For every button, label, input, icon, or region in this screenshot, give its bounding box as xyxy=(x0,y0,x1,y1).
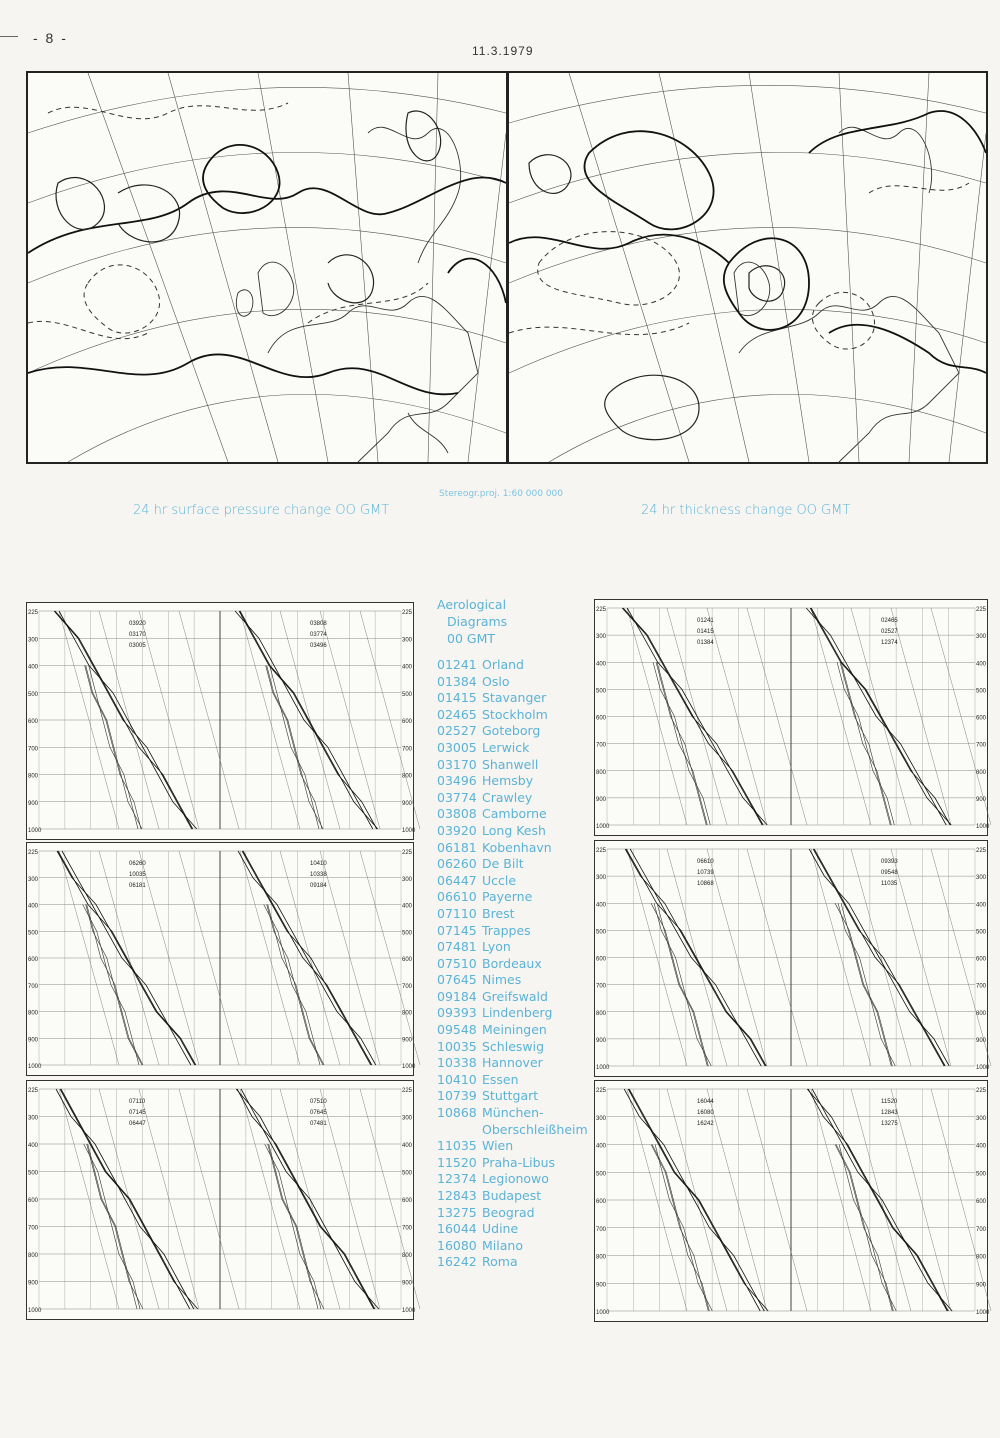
pressure-label: 900 xyxy=(596,796,607,803)
pressure-label: 1000 xyxy=(596,824,610,830)
panel-station-code: 01241 xyxy=(697,618,714,624)
station-row xyxy=(437,889,597,906)
pressure-label: 300 xyxy=(596,875,607,882)
station-list xyxy=(437,657,597,1271)
station-name: Meiningen xyxy=(482,1022,547,1038)
station-row xyxy=(437,806,597,823)
station-code: 03774 xyxy=(437,789,477,805)
pressure-label: 700 xyxy=(28,746,39,753)
pressure-label: 400 xyxy=(976,902,987,909)
station-row xyxy=(437,1022,597,1039)
station-name: Shanwell xyxy=(482,756,539,772)
panel-station-code: 16242 xyxy=(697,1121,714,1127)
aerological-panel-1 xyxy=(26,602,414,840)
station-row xyxy=(437,1105,597,1122)
pressure-label: 400 xyxy=(596,902,607,909)
pressure-label: 600 xyxy=(976,1199,987,1205)
panel-station-code: 10338 xyxy=(310,872,327,878)
station-name: München- xyxy=(482,1105,544,1121)
pressure-label: 225 xyxy=(596,848,607,854)
pressure-label: 400 xyxy=(596,1143,607,1150)
pressure-label: 300 xyxy=(976,1115,987,1122)
pressure-label: 225 xyxy=(976,848,987,854)
panel-station-code: 10868 xyxy=(697,881,714,887)
station-code: 07145 xyxy=(437,922,477,938)
station-name: Bordeaux xyxy=(482,955,542,971)
station-row xyxy=(437,1171,597,1188)
panel-station-code: 01415 xyxy=(697,629,714,635)
pressure-label: 900 xyxy=(28,800,39,807)
station-name: Milano xyxy=(482,1237,523,1253)
pressure-label: 600 xyxy=(596,1199,607,1205)
station-row xyxy=(437,757,597,774)
pressure-label: 700 xyxy=(28,1225,39,1232)
page-date: 11.3.1979 xyxy=(472,44,534,58)
pressure-label: 700 xyxy=(402,746,413,753)
pressure-label: 400 xyxy=(596,661,607,668)
station-name: Lyon xyxy=(482,939,511,955)
panel-station-code: 03170 xyxy=(129,632,146,638)
station-name: Nimes xyxy=(482,972,522,988)
pressure-label: 800 xyxy=(28,773,39,780)
pressure-label: 300 xyxy=(596,634,607,641)
pressure-label: 800 xyxy=(28,1010,39,1017)
station-code: 07481 xyxy=(437,939,477,955)
panel-station-code: 03774 xyxy=(310,632,327,638)
station-code: 06610 xyxy=(437,889,477,905)
page-margin-mark xyxy=(0,36,18,37)
pressure-label: 900 xyxy=(402,1037,413,1044)
station-row xyxy=(437,939,597,956)
panel-station-code: 13275 xyxy=(881,1121,898,1127)
pressure-label: 900 xyxy=(402,800,413,807)
pressure-label: 700 xyxy=(596,742,607,749)
station-row xyxy=(437,1122,597,1139)
pressure-label: 800 xyxy=(976,1010,987,1017)
panel-station-code: 10035 xyxy=(129,872,146,878)
pressure-label: 800 xyxy=(596,769,607,776)
pressure-label: 500 xyxy=(596,1171,607,1178)
station-name: Camborne xyxy=(482,806,547,822)
pressure-label: 600 xyxy=(28,957,39,963)
station-row xyxy=(437,956,597,973)
pressure-label: 300 xyxy=(28,637,39,644)
pressure-label: 400 xyxy=(976,661,987,668)
aerological-diagram xyxy=(595,1081,990,1321)
page-number: - 8 - xyxy=(33,30,68,46)
station-code: 11035 xyxy=(437,1138,477,1154)
pressure-label: 225 xyxy=(28,1088,39,1094)
station-row xyxy=(437,1005,597,1022)
pressure-label: 700 xyxy=(596,1226,607,1233)
station-row xyxy=(437,1072,597,1089)
aerological-panel-6 xyxy=(594,1080,988,1322)
station-name: Hemsby xyxy=(482,773,534,789)
station-code: 03005 xyxy=(437,739,477,755)
aerological-diagram xyxy=(595,841,990,1076)
pressure-label: 400 xyxy=(402,903,413,910)
station-code: 07510 xyxy=(437,955,477,971)
station-name: Wien xyxy=(482,1138,514,1154)
pressure-label: 700 xyxy=(976,742,987,749)
pressure-label: 600 xyxy=(28,1198,39,1204)
pressure-label: 225 xyxy=(976,1088,987,1094)
panel-station-code: 12843 xyxy=(881,1110,898,1116)
station-name: De Bilt xyxy=(482,856,524,872)
pressure-label: 225 xyxy=(402,1088,413,1094)
pressure-label: 500 xyxy=(402,930,413,937)
panel-station-code: 09548 xyxy=(881,870,898,876)
station-name: Long Kesh xyxy=(482,822,546,838)
pressure-label: 225 xyxy=(976,607,987,613)
aerological-panel-2 xyxy=(26,842,414,1076)
panel-station-code: 07110 xyxy=(129,1099,146,1105)
pressure-label: 225 xyxy=(28,850,39,856)
pressure-label: 1000 xyxy=(402,1064,416,1070)
station-name: Roma xyxy=(482,1254,518,1270)
station-name: Essen xyxy=(482,1071,519,1087)
station-row xyxy=(437,657,597,674)
pressure-label: 500 xyxy=(28,691,39,698)
pressure-label: 800 xyxy=(402,773,413,780)
station-code: 16080 xyxy=(437,1237,477,1253)
pressure-label: 300 xyxy=(28,876,39,883)
station-name: Trappes xyxy=(482,922,531,938)
aerological-panel-3 xyxy=(26,1080,414,1320)
station-name: Legionowo xyxy=(482,1171,549,1187)
panel-station-code: 10410 xyxy=(310,861,327,867)
pressure-label: 900 xyxy=(402,1280,413,1287)
station-code: 06260 xyxy=(437,856,477,872)
station-code: 03920 xyxy=(437,822,477,838)
panel-station-code: 06447 xyxy=(129,1121,146,1127)
pressure-label: 1000 xyxy=(976,824,990,830)
station-code: 02527 xyxy=(437,723,477,739)
pressure-label: 700 xyxy=(402,983,413,990)
pressure-label: 500 xyxy=(976,688,987,695)
legend-subtitle: Diagrams xyxy=(447,614,508,629)
pressure-label: 400 xyxy=(402,664,413,671)
station-code: 07110 xyxy=(437,905,477,921)
caption-thickness: 24 hr thickness change OO GMT xyxy=(641,503,851,518)
thickness-change-map xyxy=(507,71,988,464)
station-code: 07645 xyxy=(437,972,477,988)
pressure-label: 1000 xyxy=(402,828,416,834)
station-code: 10338 xyxy=(437,1055,477,1071)
station-code: 01384 xyxy=(437,673,477,689)
station-legend xyxy=(437,596,597,1271)
pressure-label: 1000 xyxy=(28,1308,42,1314)
station-name: Oberschleißheim xyxy=(482,1121,588,1137)
station-code: 13275 xyxy=(437,1204,477,1220)
station-row xyxy=(437,790,597,807)
pressure-label: 700 xyxy=(28,983,39,990)
pressure-label: 1000 xyxy=(596,1310,610,1316)
aerological-panel-4 xyxy=(594,599,988,836)
pressure-label: 500 xyxy=(976,1171,987,1178)
panel-station-code: 11035 xyxy=(881,881,898,887)
station-row xyxy=(437,773,597,790)
pressure-label: 600 xyxy=(28,719,39,725)
pressure-label: 1000 xyxy=(402,1308,416,1314)
station-row xyxy=(437,1039,597,1056)
pressure-label: 900 xyxy=(596,1037,607,1044)
panel-station-code: 06260 xyxy=(129,861,146,867)
station-name: Udine xyxy=(482,1221,519,1237)
station-code: 02465 xyxy=(437,706,477,722)
station-row xyxy=(437,1138,597,1155)
pressure-label: 700 xyxy=(596,983,607,990)
panel-station-code: 03920 xyxy=(129,621,146,627)
pressure-label: 600 xyxy=(402,1198,413,1204)
pressure-label: 400 xyxy=(28,664,39,671)
pressure-label: 400 xyxy=(976,1143,987,1150)
station-row xyxy=(437,1221,597,1238)
station-row xyxy=(437,1238,597,1255)
pressure-label: 500 xyxy=(596,929,607,936)
station-code: 09184 xyxy=(437,988,477,1004)
thickness-map-drawing xyxy=(509,73,986,462)
station-row xyxy=(437,972,597,989)
panel-station-code: 16044 xyxy=(697,1099,714,1105)
pressure-label: 300 xyxy=(976,875,987,882)
pressure-label: 400 xyxy=(28,1143,39,1149)
panel-station-code: 11520 xyxy=(881,1099,898,1105)
pressure-label: 300 xyxy=(596,1115,607,1122)
panel-station-code: 10739 xyxy=(697,870,714,876)
station-row xyxy=(437,723,597,740)
panel-station-code: 07645 xyxy=(310,1110,327,1116)
pressure-label: 600 xyxy=(402,719,413,725)
station-row xyxy=(437,1055,597,1072)
pressure-label: 800 xyxy=(402,1253,413,1259)
pressure-label: 400 xyxy=(28,903,39,910)
station-code: 10410 xyxy=(437,1071,477,1087)
panel-station-code: 06181 xyxy=(129,883,146,889)
station-name: Goteborg xyxy=(482,723,541,739)
pressure-label: 800 xyxy=(976,769,987,776)
station-code: 12843 xyxy=(437,1188,477,1203)
pressure-label: 500 xyxy=(402,691,413,698)
pressure-label: 900 xyxy=(596,1282,607,1289)
pressure-label: 900 xyxy=(28,1037,39,1044)
station-row xyxy=(437,989,597,1006)
aerological-diagram xyxy=(27,843,416,1075)
projection-note: Stereogr.proj. 1:60 000 000 xyxy=(439,489,564,499)
station-row xyxy=(437,823,597,840)
pressure-label: 600 xyxy=(402,957,413,963)
pressure-label: 225 xyxy=(402,850,413,856)
pressure-label: 800 xyxy=(596,1254,607,1261)
station-row xyxy=(437,840,597,857)
pressure-label: 800 xyxy=(402,1010,413,1017)
pressure-label: 900 xyxy=(976,1037,987,1044)
station-row xyxy=(437,1205,597,1222)
panel-station-code: 07481 xyxy=(310,1121,327,1127)
pressure-label: 600 xyxy=(976,715,987,722)
pressure-label: 500 xyxy=(28,1170,39,1177)
pressure-label: 600 xyxy=(596,956,607,963)
station-name: Kobenhavn xyxy=(482,839,552,855)
station-code: 10739 xyxy=(437,1088,477,1104)
station-code xyxy=(437,1122,482,1139)
station-name: Schleswig xyxy=(482,1038,545,1054)
station-code: 01241 xyxy=(437,657,477,672)
station-code: 16044 xyxy=(437,1221,477,1237)
station-name: Beograd xyxy=(482,1204,535,1220)
station-row xyxy=(437,906,597,923)
station-name: Oslo xyxy=(482,673,510,689)
panel-station-code: 02465 xyxy=(881,618,898,624)
station-name: Hannover xyxy=(482,1055,543,1071)
station-name: Stuttgart xyxy=(482,1088,539,1104)
station-name: Praha-Libus xyxy=(482,1154,556,1170)
station-name: Brest xyxy=(482,905,515,921)
station-code: 06181 xyxy=(437,839,477,855)
pressure-label: 800 xyxy=(976,1254,987,1261)
pressure-label: 600 xyxy=(596,715,607,722)
station-code: 03808 xyxy=(437,806,477,822)
station-code: 06447 xyxy=(437,872,477,888)
pressure-label: 500 xyxy=(402,1170,413,1177)
pressure-label: 500 xyxy=(28,930,39,937)
station-row xyxy=(437,856,597,873)
pressure-label: 300 xyxy=(402,637,413,644)
station-code: 09393 xyxy=(437,1005,477,1021)
panel-station-code: 03808 xyxy=(310,621,327,627)
station-code: 16242 xyxy=(437,1254,477,1270)
pressure-map-drawing xyxy=(28,73,506,462)
pressure-label: 225 xyxy=(596,607,607,613)
pressure-label: 900 xyxy=(976,1282,987,1289)
station-row xyxy=(437,707,597,724)
pressure-label: 1000 xyxy=(976,1065,990,1071)
pressure-label: 500 xyxy=(976,929,987,936)
panel-station-code: 16080 xyxy=(697,1110,714,1116)
station-name: Orland xyxy=(482,657,524,672)
station-row xyxy=(437,1254,597,1271)
pressure-label: 1000 xyxy=(976,1310,990,1316)
panel-station-code: 09184 xyxy=(310,883,327,889)
aerological-diagram xyxy=(27,1081,416,1319)
station-row xyxy=(437,1155,597,1172)
station-name: Uccle xyxy=(482,872,517,888)
legend-time: 00 GMT xyxy=(447,631,495,646)
pressure-label: 300 xyxy=(402,876,413,883)
station-code: 09548 xyxy=(437,1022,477,1038)
panel-station-code: 03496 xyxy=(310,643,327,649)
station-code: 12374 xyxy=(437,1171,477,1187)
station-name: Lerwick xyxy=(482,739,530,755)
station-row xyxy=(437,674,597,691)
station-code: 10868 xyxy=(437,1105,477,1121)
aerological-panel-5 xyxy=(594,840,988,1077)
pressure-label: 300 xyxy=(402,1115,413,1122)
station-row xyxy=(437,740,597,757)
pressure-label: 225 xyxy=(28,610,39,616)
aerological-diagram xyxy=(595,600,990,835)
station-row xyxy=(437,1088,597,1105)
station-code: 10035 xyxy=(437,1038,477,1054)
pressure-label: 700 xyxy=(976,1226,987,1233)
pressure-label: 800 xyxy=(596,1010,607,1017)
panel-station-code: 03005 xyxy=(129,643,146,649)
pressure-label: 400 xyxy=(402,1143,413,1149)
pressure-label: 700 xyxy=(976,983,987,990)
station-name: Lindenberg xyxy=(482,1005,553,1021)
station-name: Greifswald xyxy=(482,988,548,1004)
panel-station-code: 09393 xyxy=(881,859,898,865)
pressure-label: 1000 xyxy=(596,1065,610,1071)
pressure-label: 1000 xyxy=(28,828,42,834)
station-name: Payerne xyxy=(482,889,533,905)
pressure-label: 300 xyxy=(28,1115,39,1122)
pressure-label: 300 xyxy=(976,634,987,641)
station-name: Budapest xyxy=(482,1188,542,1203)
station-code: 03170 xyxy=(437,756,477,772)
station-code: 03496 xyxy=(437,773,477,789)
panel-station-code: 12374 xyxy=(881,640,898,646)
panel-station-code: 02527 xyxy=(881,629,898,635)
pressure-label: 800 xyxy=(28,1253,39,1259)
station-code: 11520 xyxy=(437,1154,477,1170)
station-name: Crawley xyxy=(482,789,533,805)
station-row xyxy=(437,690,597,707)
pressure-label: 500 xyxy=(596,688,607,695)
pressure-label: 600 xyxy=(976,956,987,963)
panel-station-code: 06610 xyxy=(697,859,714,865)
station-code: 01415 xyxy=(437,690,477,706)
pressure-label: 1000 xyxy=(28,1064,42,1070)
surface-pressure-change-map xyxy=(26,71,508,464)
station-row xyxy=(437,923,597,940)
panel-station-code: 01384 xyxy=(697,640,714,646)
pressure-label: 700 xyxy=(402,1225,413,1232)
pressure-label: 225 xyxy=(402,610,413,616)
panel-station-code: 07510 xyxy=(310,1099,327,1105)
pressure-label: 900 xyxy=(28,1280,39,1287)
legend-title: Aerological xyxy=(437,597,507,612)
station-row xyxy=(437,873,597,890)
pressure-label: 225 xyxy=(596,1088,607,1094)
caption-surface-pressure: 24 hr surface pressure change OO GMT xyxy=(133,503,390,518)
station-name: Stavanger xyxy=(482,690,547,706)
panel-station-code: 07145 xyxy=(129,1110,146,1116)
aerological-diagram xyxy=(27,603,416,839)
station-row xyxy=(437,1188,597,1205)
pressure-label: 900 xyxy=(976,796,987,803)
station-name: Stockholm xyxy=(482,706,548,722)
